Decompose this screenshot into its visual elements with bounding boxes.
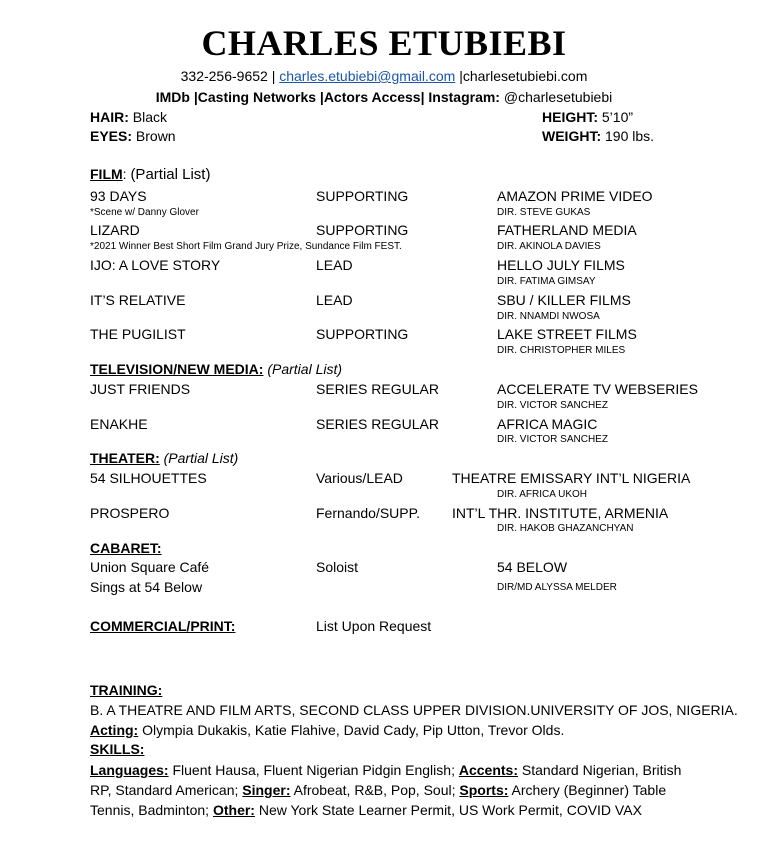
training-heading: TRAINING: — [90, 682, 163, 698]
separator: | — [267, 68, 280, 84]
film-director: DIR. CHRISTOPHER MILES — [497, 345, 626, 356]
film-heading — [90, 166, 210, 184]
theater-director: DIR. AFRICA UKOH — [497, 489, 588, 500]
theater-company: INT’L THR. INSTITUTE, ARMENIA — [452, 505, 669, 521]
accents-value: Standard Nigerian, British RP, Standard American; — [90, 762, 682, 798]
eyes-value: Brown — [132, 128, 176, 144]
accents-label: Accents: — [458, 762, 518, 778]
hair-value: Black — [128, 109, 168, 125]
email-link[interactable]: charles.etubiebi@gmail.com — [279, 68, 456, 84]
film-title: THE PUGILIST — [90, 326, 186, 342]
height-label: HEIGHT: — [542, 109, 598, 125]
television-heading-sub: (Partial List) — [263, 361, 343, 377]
weight-stat — [542, 128, 654, 144]
tv-title: JUST FRIENDS — [90, 381, 191, 397]
theater-role: Various/LEAD — [316, 470, 403, 486]
television-heading — [90, 361, 342, 377]
film-role: SUPPORTING — [316, 222, 409, 238]
film-note: *Scene w/ Danny Glover — [90, 207, 199, 218]
other-label: Other: — [212, 802, 255, 818]
film-role: SUPPORTING — [316, 326, 409, 342]
tv-director: DIR. VICTOR SANCHEZ — [497, 434, 608, 445]
cabaret-heading: CABARET: — [90, 540, 162, 556]
theater-heading-label: THEATER: — [90, 450, 160, 466]
cabaret-company: 54 BELOW — [497, 559, 568, 575]
eyes-label: EYES: — [90, 128, 133, 144]
film-title: IJO: A LOVE STORY — [90, 257, 221, 273]
film-company: HELLO JULY FILMS — [497, 257, 625, 273]
television-heading-label: TELEVISION/NEW MEDIA: — [90, 361, 264, 377]
acting-training — [90, 722, 564, 738]
sports-value: Archery (Beginner) Table Tennis, Badminton; — [90, 782, 667, 818]
acting-value: Olympia Dukakis, Katie Flahive, David Cady, Pip Utton, Trevor Olds. — [138, 722, 565, 738]
weight-value: 190 lbs. — [601, 128, 655, 144]
film-heading-label: FILM — [90, 166, 123, 182]
film-title: IT’S RELATIVE — [90, 292, 186, 308]
film-director: DIR. FATIMA GIMSAY — [497, 276, 596, 287]
separator: | — [455, 68, 463, 84]
skills-heading: SKILLS: — [90, 741, 145, 757]
hair-label: HAIR: — [90, 109, 129, 125]
sports-label: Sports: — [459, 782, 509, 798]
skills-paragraph — [90, 760, 690, 820]
training-degree: B. A THEATRE AND FILM ARTS, SECOND CLASS UPPER DIVISION.UNIVERSITY OF JOS, NIGERIA. — [90, 702, 738, 718]
tv-title: ENAKHE — [90, 416, 148, 432]
eyes-stat — [90, 128, 176, 144]
singer-value: Afrobeat, R&B, Pop, Soul; — [290, 782, 460, 798]
theater-title: 54 SILHOUETTES — [90, 470, 207, 486]
commercial-value: List Upon Request — [316, 618, 432, 634]
theater-heading-sub: (Partial List) — [159, 450, 239, 466]
tv-role: SERIES REGULAR — [316, 381, 439, 397]
website-link[interactable]: charlesetubiebi.com — [462, 68, 588, 84]
singer-label: Singer: — [242, 782, 291, 798]
height-stat — [542, 109, 633, 125]
theater-role: Fernando/SUPP. — [316, 505, 421, 521]
hair-stat — [90, 109, 167, 125]
tv-company: AFRICA MAGIC — [497, 416, 598, 432]
phone-number: 332-256-9652 — [180, 68, 268, 84]
cabaret-director: DIR/MD ALYSSA MELDER — [497, 582, 617, 593]
film-director: DIR. STEVE GUKAS — [497, 207, 591, 218]
tv-role: SERIES REGULAR — [316, 416, 439, 432]
film-heading-sub: (Partial List) — [130, 166, 211, 183]
film-role: LEAD — [316, 257, 353, 273]
tv-director: DIR. VICTOR SANCHEZ — [497, 400, 608, 411]
languages-value: Fluent Hausa, Fluent Nigerian Pidgin English; — [168, 762, 459, 778]
instagram-handle: @charlesetubiebi — [499, 89, 613, 105]
film-role: SUPPORTING — [316, 188, 409, 204]
film-company: FATHERLAND MEDIA — [497, 222, 637, 238]
profile-links-text[interactable]: IMDb |Casting Networks |Actors Access| Instagram: — [155, 89, 500, 105]
theater-director: DIR. HAKOB GHAZANCHYAN — [497, 523, 634, 534]
other-value: New York State Learner Permit, US Work Permit, COVID VAX — [254, 802, 642, 818]
film-role: LEAD — [316, 292, 353, 308]
resume-name: CHARLES ETUBIEBI — [201, 23, 567, 63]
film-company: LAKE STREET FILMS — [497, 326, 637, 342]
profile-links — [0, 89, 768, 105]
weight-label: WEIGHT: — [542, 128, 602, 144]
cabaret-title: Union Square Café — [90, 559, 210, 575]
cabaret-role: Soloist — [316, 559, 359, 575]
theater-heading — [90, 450, 238, 466]
film-note: *2021 Winner Best Short Film Grand Jury Prize, Sundance Film FEST. — [90, 241, 402, 252]
theater-company: THEATRE EMISSARY INT’L NIGERIA — [452, 470, 691, 486]
film-director: DIR. NNAMDI NWOSA — [497, 311, 600, 322]
film-company: SBU / KILLER FILMS — [497, 292, 631, 308]
commercial-heading: COMMERCIAL/PRINT: — [90, 618, 236, 634]
film-title: 93 DAYS — [90, 188, 147, 204]
theater-title: PROSPERO — [90, 505, 170, 521]
film-title: LIZARD — [90, 222, 140, 238]
film-heading-colon: : — [122, 166, 131, 182]
tv-company: ACCELERATE TV WEBSERIES — [497, 381, 698, 397]
cabaret-title: Sings at 54 Below — [90, 579, 203, 595]
acting-label: Acting: — [90, 722, 139, 738]
languages-label: Languages: — [90, 762, 169, 778]
height-value: 5’10” — [598, 109, 634, 125]
film-company: AMAZON PRIME VIDEO — [497, 188, 653, 204]
contact-line — [0, 68, 768, 84]
film-director: DIR. AKINOLA DAVIES — [497, 241, 601, 252]
